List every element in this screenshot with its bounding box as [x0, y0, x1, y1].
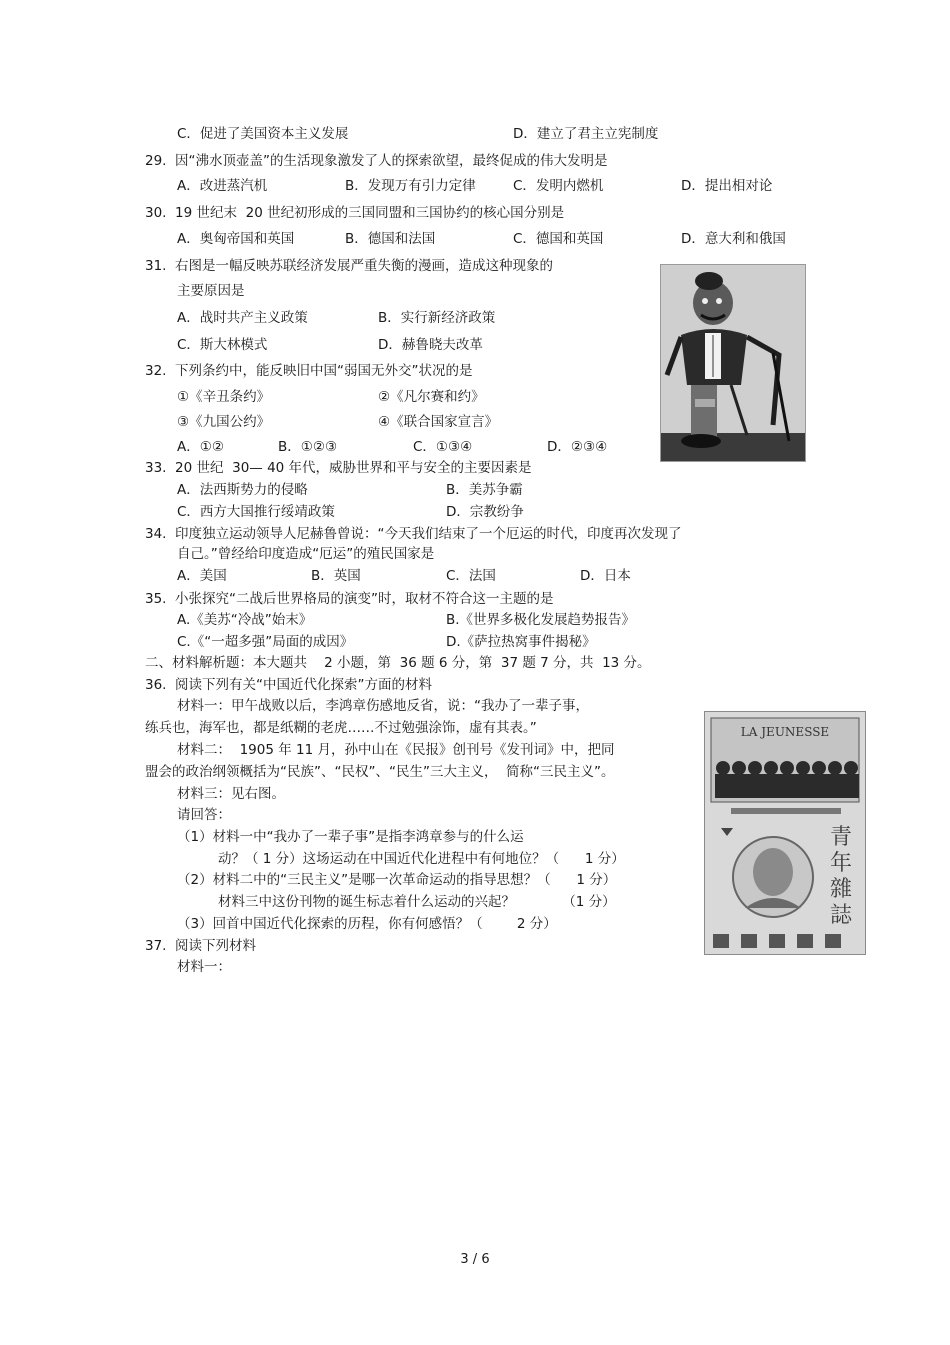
q35-option-d: D.《萨拉热窝事件揭秘》 — [446, 634, 596, 650]
q30-option-a: A．奥匈帝国和英国 — [177, 231, 295, 247]
q28-option-c: C．促进了美国资本主义发展 — [177, 126, 349, 142]
q36-sub-2-cont: 材料三中这份刊物的诞生标志着什么运动的兴起？ （1 分） — [218, 894, 616, 910]
q35-option-c: C.《“一超多强”局面的成因》 — [177, 634, 354, 650]
q32-stem: 32. 下列条约中，能反映旧中国“弱国无外交”状况的是 — [145, 363, 473, 379]
la-jeunesse-magazine-cover-icon — [704, 711, 866, 955]
q31-option-c: C．斯大林模式 — [177, 337, 268, 353]
q31-option-b: B．实行新经济政策 — [378, 310, 496, 326]
q34-option-c: C．法国 — [446, 568, 496, 584]
q32-option-a: A．①② — [177, 439, 224, 455]
q37-material-1: 材料一： — [177, 959, 231, 975]
q36-sub-1: （1）材料一中“我办了一辈子事”是指李鸿章参与的什么运 — [177, 829, 524, 845]
svg-text:雜: 雜 — [829, 877, 853, 902]
soviet-economy-cartoon-icon — [660, 264, 806, 462]
q36-material-1: 材料一：甲午战败以后，李鸿章伤感地反省，说：“我办了一辈子事， — [177, 698, 589, 714]
q32-option-d: D．②③④ — [547, 439, 608, 455]
q36-material-1-cont: 练兵也，海军也，都是纸糊的老虎……不过勉强涂饰，虚有其表。” — [145, 720, 537, 736]
q30-option-d: D．意大利和俄国 — [681, 231, 786, 247]
q33-stem: 33. 20 世纪 30— 40 年代，威胁世界和平与安全的主要因素是 — [145, 460, 532, 476]
q29-option-d: D．提出相对论 — [681, 178, 773, 194]
q35-stem: 35. 小张探究“二战后世界格局的演变”时，取材不符合这一主题的是 — [145, 591, 554, 607]
magazine-cover-drawing — [705, 712, 865, 954]
q31-stem-cont: 主要原因是 — [177, 283, 245, 299]
q32-item-2: ②《凡尔赛和约》 — [378, 389, 485, 405]
q30-stem: 30. 19 世纪末 20 世纪初形成的三国同盟和三国协约的核心国分别是 — [145, 205, 565, 221]
q36-stem: 36. 阅读下列有关“中国近代化探索”方面的材料 — [145, 677, 433, 693]
q36-sub-1-cont: 动？（ 1 分）这场运动在中国近代化进程中有何地位？（ 1 分） — [218, 851, 625, 867]
q34-stem-cont: 自己。”曾经给印度造成“厄运”的殖民国家是 — [177, 546, 435, 562]
q29-option-b: B．发现万有引力定律 — [345, 178, 476, 194]
q32-item-1: ①《辛丑条约》 — [177, 389, 271, 405]
q33-option-a: A．法西斯势力的侵略 — [177, 482, 308, 498]
q33-option-c: C．西方大国推行绥靖政策 — [177, 504, 335, 520]
magazine-title-zh — [830, 825, 853, 928]
q36-sub-2: （2）材料二中的“三民主义”是哪一次革命运动的指导思想？（ 1 分） — [177, 872, 617, 888]
q37-stem: 37. 阅读下列材料 — [145, 938, 257, 954]
magazine-title-fr: LA JEUNESSE — [740, 725, 830, 739]
page-number: 3 / 6 — [460, 1252, 490, 1267]
q30-option-c: C．德国和英国 — [513, 231, 604, 247]
q34-option-b: B．英国 — [311, 568, 361, 584]
q34-option-a: A．美国 — [177, 568, 227, 584]
q32-option-b: B．①②③ — [278, 439, 338, 455]
svg-text:誌: 誌 — [829, 903, 853, 928]
section-2-heading: 二、材料解析题：本大题共 2 小题，第 36 题 6 分，第 37 题 7 分，共 13 分。 — [145, 655, 651, 671]
q29-option-c: C．发明内燃机 — [513, 178, 604, 194]
cartoon-drawing — [661, 265, 805, 461]
q36-prompt: 请回答： — [177, 807, 231, 823]
q36-sub-3: （3）回首中国近代化探索的历程，你有何感悟？（ 2 分） — [177, 916, 557, 932]
q31-option-a: A．战时共产主义政策 — [177, 310, 308, 326]
q29-option-a: A．改进蒸汽机 — [177, 178, 268, 194]
q31-option-d: D．赫鲁晓夫改革 — [378, 337, 483, 353]
q29-stem: 29. 因“沸水顶壶盖”的生活现象激发了人的探索欲望，最终促成的伟大发明是 — [145, 153, 608, 169]
q33-option-b: B．美苏争霸 — [446, 482, 523, 498]
q32-option-c: C．①③④ — [413, 439, 473, 455]
svg-text:青: 青 — [829, 825, 853, 850]
q31-stem: 31. 右图是一幅反映苏联经济发展严重失衡的漫画，造成这种现象的 — [145, 258, 554, 274]
q30-option-b: B．德国和法国 — [345, 231, 436, 247]
q36-material-2-cont: 盟会的政治纲领概括为“民族”、“民权”、“民生”三大主义， 简称“三民主义”。 — [145, 764, 615, 780]
q34-stem: 34. 印度独立运动领导人尼赫鲁曾说：“今天我们结束了一个厄运的时代，印度再次发现了 — [145, 526, 682, 542]
q36-material-2: 材料二： 1905 年 11 月，孙中山在《民报》创刊号《发刊词》中，把同 — [177, 742, 615, 758]
q32-item-4: ④《联合国家宣言》 — [378, 414, 499, 430]
q32-item-3: ③《九国公约》 — [177, 414, 271, 430]
q34-option-d: D．日本 — [580, 568, 631, 584]
q35-option-b: B.《世界多极化发展趋势报告》 — [446, 612, 636, 628]
q35-option-a: A.《美苏“冷战”始末》 — [177, 612, 313, 628]
q28-option-d: D．建立了君主立宪制度 — [513, 126, 659, 142]
q36-material-3: 材料三：见右图。 — [177, 786, 285, 802]
q33-option-d: D．宗教纷争 — [446, 504, 524, 520]
svg-text:年: 年 — [829, 851, 853, 876]
